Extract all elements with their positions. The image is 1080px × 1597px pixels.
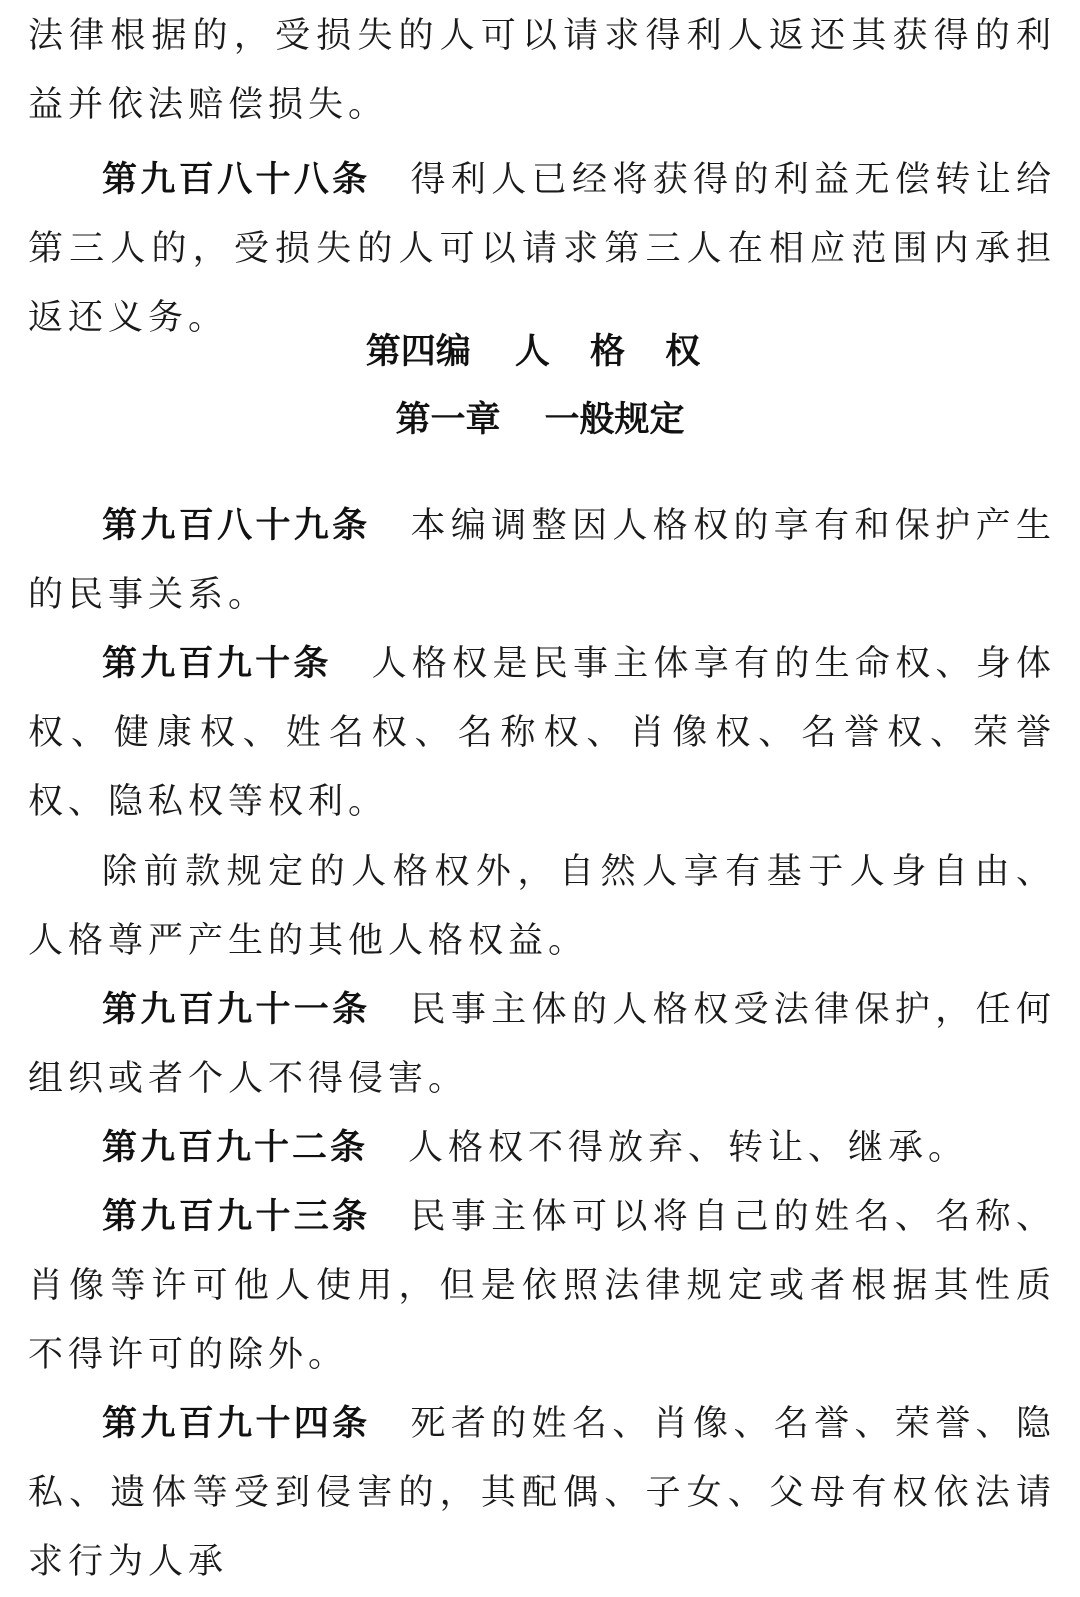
article-994	[28, 1390, 1056, 1597]
part-title: 人 格 权	[514, 332, 715, 372]
paragraph-prev-continuation	[28, 2, 1056, 140]
chapter-title: 一般规定	[544, 400, 685, 440]
part-heading	[0, 322, 1080, 382]
article-990-paragraph-2	[28, 838, 1056, 976]
article-992	[28, 1114, 1056, 1183]
article-text: 人格权不得放弃、转让、继承。	[408, 1128, 969, 1168]
article-number: 第九百九十二条	[102, 1128, 369, 1168]
chapter-label: 第一章	[395, 400, 501, 440]
article-number: 第九百九十三条	[102, 1197, 371, 1237]
article-990	[28, 630, 1056, 837]
article-text: 本编调整因人格权的享有和保护产生的民事关系。	[28, 506, 1056, 615]
article-993	[28, 1183, 1056, 1390]
article-989	[28, 492, 1056, 630]
article-number: 第九百八十九条	[102, 506, 371, 546]
article-991	[28, 976, 1056, 1114]
paragraph-text: 法律根据的，受损失的人可以请求得利人返还其获得的利益并依法赔偿损失。	[28, 16, 1056, 125]
article-number: 第九百九十一条	[102, 990, 371, 1030]
part-label: 第四编	[365, 332, 471, 372]
chapter-heading	[0, 390, 1080, 450]
article-text: 人格权是民事主体享有的生命权、身体权、健康权、姓名权、名称权、肖像权、名誉权、荣誉权、隐私权等权利。	[28, 644, 1056, 822]
article-text: 民事主体可以将自己的姓名、名称、肖像等许可他人使用，但是依照法律规定或者根据其性质不得许可的除外。	[28, 1197, 1056, 1375]
paragraph-text: 除前款规定的人格权外，自然人享有基于人身自由、人格尊严产生的其他人格权益。	[28, 852, 1056, 961]
article-number: 第九百九十条	[102, 644, 332, 684]
article-text: 得利人已经将获得的利益无偿转让给第三人的，受损失的人可以请求第三人在相应范围内承担返还义务。	[28, 160, 1056, 338]
article-number: 第九百八十八条	[102, 160, 371, 200]
article-text: 死者的姓名、肖像、名誉、荣誉、隐私、遗体等受到侵害的，其配偶、子女、父母有权依法请求行为人承	[28, 1404, 1056, 1582]
article-number: 第九百九十四条	[102, 1404, 371, 1444]
article-text: 民事主体的人格权受法律保护，任何组织或者个人不得侵害。	[28, 990, 1056, 1099]
